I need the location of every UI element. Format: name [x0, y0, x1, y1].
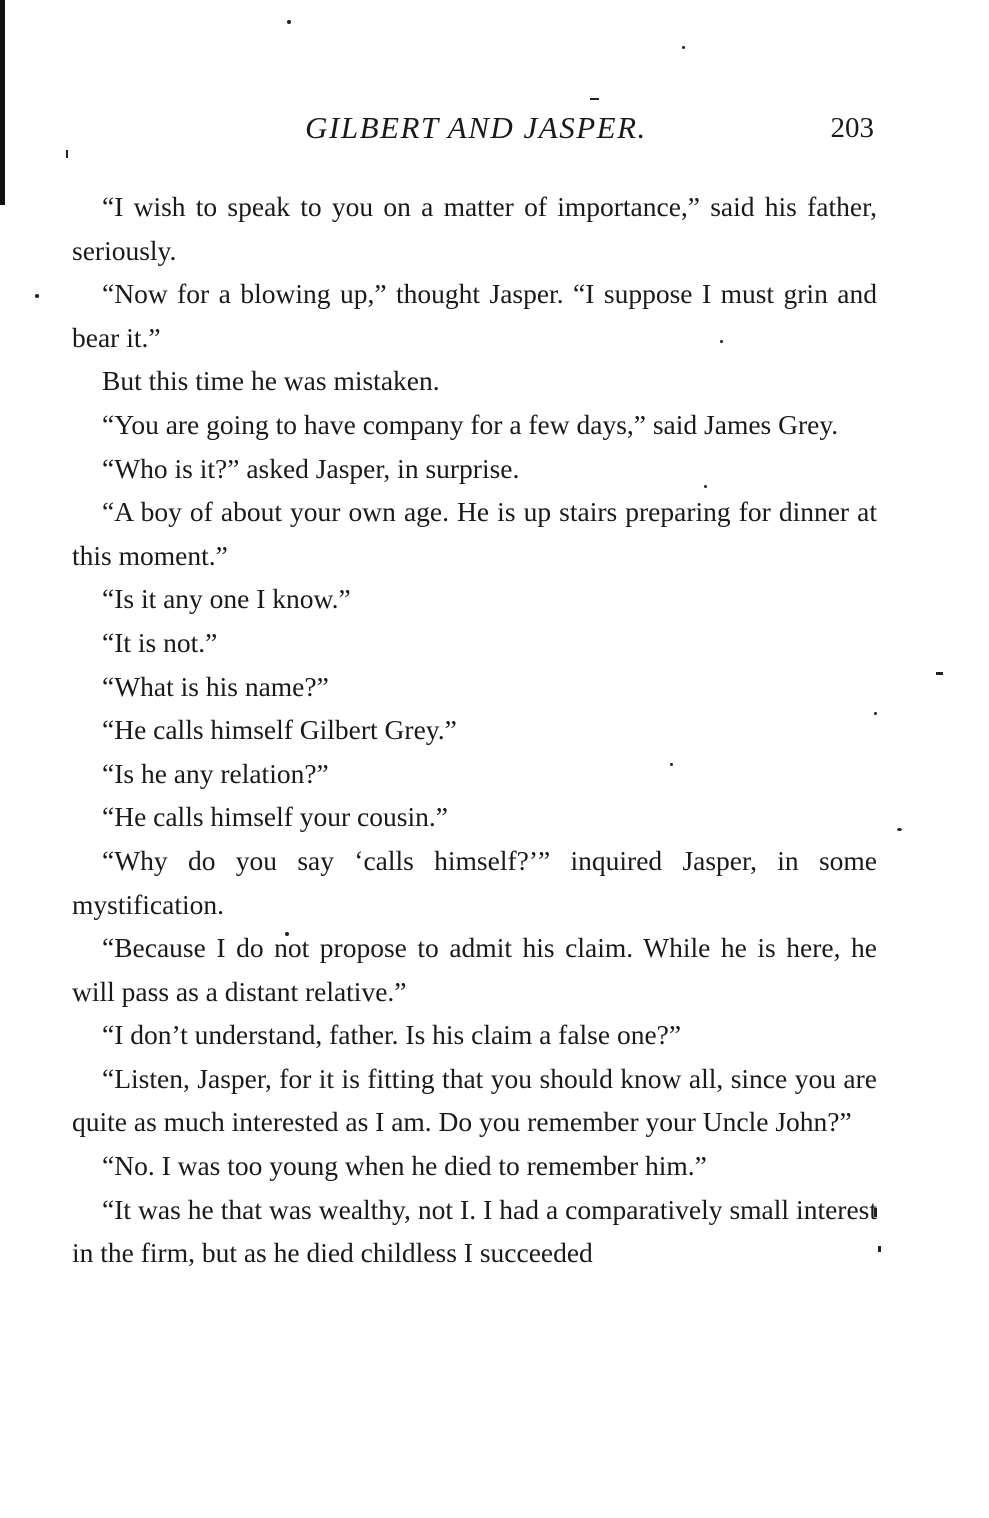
page-number: 203: [830, 112, 874, 144]
paragraph: “Now for a blowing up,” thought Jasper. “I suppose I must grin and bear it.”: [72, 278, 877, 353]
scan-speck: [590, 98, 599, 100]
paragraph: “Is he any relation?”: [102, 757, 329, 789]
page-edge-shadow: [0, 0, 5, 205]
paragraph: “I wish to speak to you on a matter of importance,” said his father, seriously.: [72, 191, 877, 266]
running-head: [72, 110, 880, 154]
running-title: GILBERT AND JASPER.: [305, 110, 647, 145]
paragraph: “Is it any one I know.”: [102, 583, 351, 615]
paragraph: “No. I was too young when he died to remember him.”: [102, 1150, 707, 1182]
paragraph: “It was he that was wealthy, not I. I had a comparatively small interest in the firm, but as he died childless I succeeded: [72, 1193, 877, 1269]
body-text: [72, 185, 877, 1275]
scan-speck: [878, 1246, 881, 1252]
paragraph: But this time he was mistaken.: [102, 365, 440, 397]
paragraph: “What is his name?”: [102, 670, 329, 702]
scan-speck: [897, 828, 902, 831]
paragraph: “Listen, Jasper, for it is fitting that you should know all, since you are quite as much interested as I am. Do you remember your Uncle John?”: [72, 1062, 877, 1138]
paragraph: “He calls himself your cousin.”: [102, 801, 448, 833]
scan-speck: [35, 294, 39, 298]
scan-speck: [682, 46, 685, 49]
paragraph: “He calls himself Gilbert Grey.”: [102, 714, 457, 746]
scan-speck: [66, 150, 68, 158]
paragraph: “You are going to have company for a few days,” said James Grey.: [102, 408, 839, 440]
paragraph: “A boy of about your own age. He is up stairs preparing for dinner at this moment.”: [72, 496, 877, 571]
paragraph: “Why do you say ‘calls himself?’” inquired Jasper, in some mystification.: [72, 844, 877, 920]
scan-speck: [287, 20, 291, 24]
paragraph: “Who is it?” asked Jasper, in surprise.: [102, 452, 520, 484]
paragraph: “I don’t understand, father. Is his claim a false one?”: [102, 1019, 682, 1051]
scan-speck: [936, 672, 943, 675]
paragraph: “It is not.”: [102, 626, 218, 658]
paragraph: “Because I do not propose to admit his claim. While he is here, he will pass as a distant relative.”: [72, 932, 877, 1007]
